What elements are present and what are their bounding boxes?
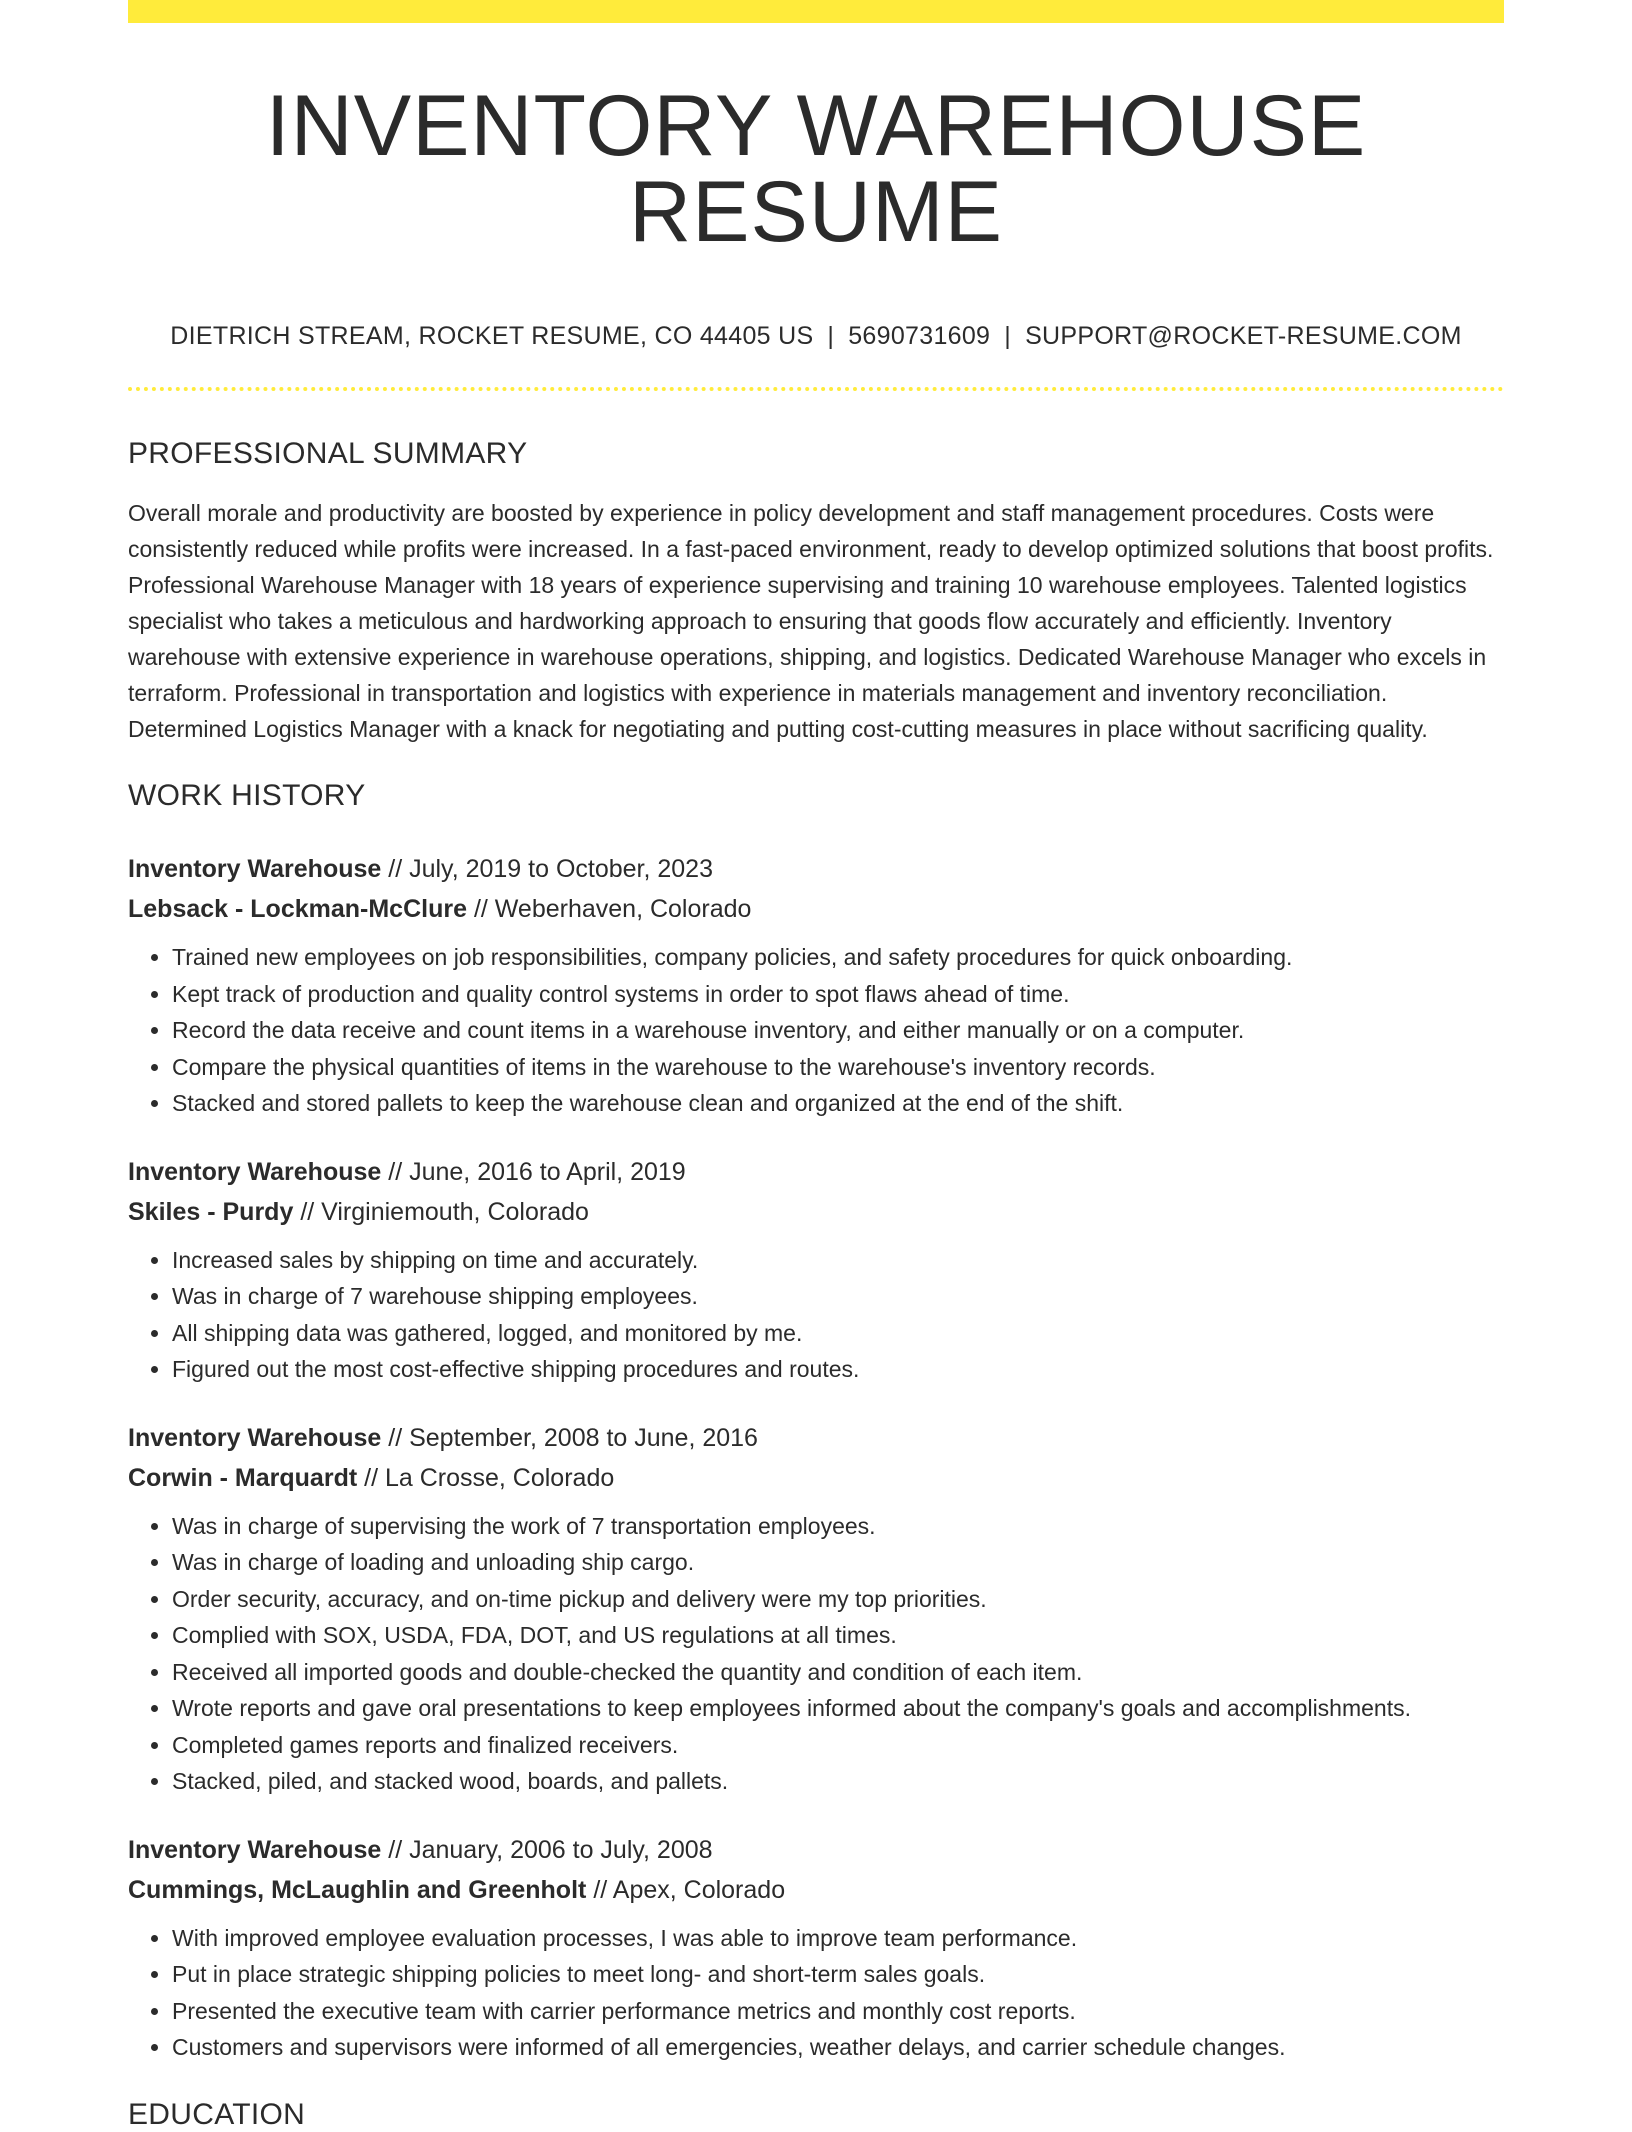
job-bullet: • Increased sales by shipping on time and accurately. <box>172 1242 1504 1279</box>
resume-page <box>128 0 1504 2132</box>
top-accent-bar <box>128 0 1504 23</box>
job-location: // La Crosse, Colorado <box>364 1463 615 1492</box>
contact-line <box>128 322 1504 351</box>
dotted-divider <box>128 387 1504 391</box>
job-company: Cummings, McLaughlin and Greenholt <box>128 1875 587 1904</box>
job-bullet: • Compare the physical quantities of items in the warehouse to the warehouse's inventory records. <box>172 1049 1504 1086</box>
job-bullet: • Order security, accuracy, and on-time pickup and delivery were my top priorities. <box>172 1581 1504 1618</box>
job-bullet: • Completed games reports and finalized receivers. <box>172 1727 1504 1764</box>
resume-title: INVENTORY WAREHOUSE RESUME <box>265 78 1367 260</box>
job-bullets <box>128 1508 1504 1800</box>
job-title-line <box>128 1418 1504 1458</box>
summary-heading: PROFESSIONAL SUMMARY <box>128 437 528 470</box>
job-bullet: • Stacked and stored pallets to keep the warehouse clean and organized at the end of the shift. <box>172 1085 1504 1122</box>
job-dates: // July, 2019 to October, 2023 <box>388 855 713 883</box>
job-bullet: • Was in charge of loading and unloading ship cargo. <box>172 1544 1504 1581</box>
job-bullet: • Customers and supervisors were informed of all emergencies, weather delays, and carrier schedule changes. <box>172 2029 1504 2066</box>
job-title: Inventory Warehouse <box>128 1835 382 1864</box>
job-bullet: • Figured out the most cost-effective shipping procedures and routes. <box>172 1351 1504 1388</box>
job-bullet: • Was in charge of 7 warehouse shipping employees. <box>172 1278 1504 1315</box>
job-company-line <box>128 889 1504 929</box>
job-bullet: • Was in charge of supervising the work of 7 transportation employees. <box>172 1508 1504 1545</box>
job-bullet: • Trained new employees on job responsibilities, company policies, and safety procedures for quick onboarding. <box>172 939 1504 976</box>
job-dates: // January, 2006 to July, 2008 <box>388 1835 713 1864</box>
job-title: Inventory Warehouse <box>128 1423 382 1452</box>
job-company: Corwin - Marquardt <box>128 1463 358 1492</box>
job-bullet: • Complied with SOX, USDA, FDA, DOT, and US regulations at all times. <box>172 1617 1504 1654</box>
job-bullet: • Stacked, piled, and stacked wood, boards, and pallets. <box>172 1763 1504 1800</box>
job-title: Inventory Warehouse <box>128 855 382 883</box>
job-company: Lebsack - Lockman-McClure <box>128 895 467 923</box>
job-title-line <box>128 849 1504 889</box>
job-bullets <box>128 1920 1504 2066</box>
contact-separator: | <box>1004 322 1012 350</box>
job-entry <box>128 1152 1504 1388</box>
job-title-line <box>128 1830 1504 1870</box>
contact-address: DIETRICH STREAM, ROCKET RESUME, CO 44405 US <box>170 322 814 350</box>
job-company-line <box>128 1192 1504 1232</box>
job-entry <box>128 1830 1504 2066</box>
work-history-heading: WORK HISTORY <box>128 779 366 812</box>
job-location: // Apex, Colorado <box>593 1875 786 1904</box>
job-bullets <box>128 939 1504 1122</box>
job-location: // Weberhaven, Colorado <box>473 895 752 923</box>
education-heading: EDUCATION <box>128 2097 306 2131</box>
job-location: // Virginiemouth, Colorado <box>300 1197 589 1226</box>
job-bullet: • Put in place strategic shipping policies to meet long- and short-term sales goals. <box>172 1956 1504 1993</box>
job-company-line <box>128 1870 1504 1910</box>
summary-text: Overall morale and productivity are boosted by experience in policy development and staff management procedures. Costs were consistently reduced while profits were increased. In a fast-paced environment, ready to develop optimized solutions that boost profits. Professional Warehouse Manager with 18 years of experience supervising and training 10 warehouse employees. Talented logistics specialist who takes a meticulous and hardworking approach to ensuring that goods flow accurately and efficiently. Inventory warehouse with extensive experience in warehouse operations, shipping, and logistics. Dedicated Warehouse Manager who excels in terraform. Professional in transportation and logistics with experience in materials management and inventory reconciliation. Determined Logistics Manager with a knack for negotiating and putting cost-cutting measures in place without sacrificing quality. <box>128 500 1494 742</box>
job-title: Inventory Warehouse <box>128 1157 382 1186</box>
job-bullet: • Received all imported goods and double-checked the quantity and condition of each item. <box>172 1654 1504 1691</box>
contact-separator: | <box>827 322 835 350</box>
job-dates: // September, 2008 to June, 2016 <box>388 1423 758 1452</box>
job-title-line <box>128 1152 1504 1192</box>
job-entry <box>128 849 1504 1122</box>
job-dates: // June, 2016 to April, 2019 <box>388 1157 686 1186</box>
job-bullet: • Kept track of production and quality control systems in order to spot flaws ahead of time. <box>172 976 1504 1013</box>
job-bullet: • All shipping data was gathered, logged, and monitored by me. <box>172 1315 1504 1352</box>
job-bullet: • Record the data receive and count items in a warehouse inventory, and either manually or on a computer. <box>172 1012 1504 1049</box>
contact-email: SUPPORT@ROCKET-RESUME.COM <box>1025 322 1462 350</box>
job-bullets <box>128 1242 1504 1388</box>
job-bullet: • Presented the executive team with carrier performance metrics and monthly cost reports. <box>172 1993 1504 2030</box>
job-company: Skiles - Purdy <box>128 1197 294 1226</box>
work-history-list <box>128 849 1504 2066</box>
contact-phone: 5690731609 <box>848 322 991 350</box>
job-bullet: • With improved employee evaluation processes, I was able to improve team performance. <box>172 1920 1504 1957</box>
job-company-line <box>128 1458 1504 1498</box>
job-bullet: • Wrote reports and gave oral presentations to keep employees informed about the company's goals and accomplishments. <box>172 1690 1504 1727</box>
job-entry <box>128 1418 1504 1800</box>
